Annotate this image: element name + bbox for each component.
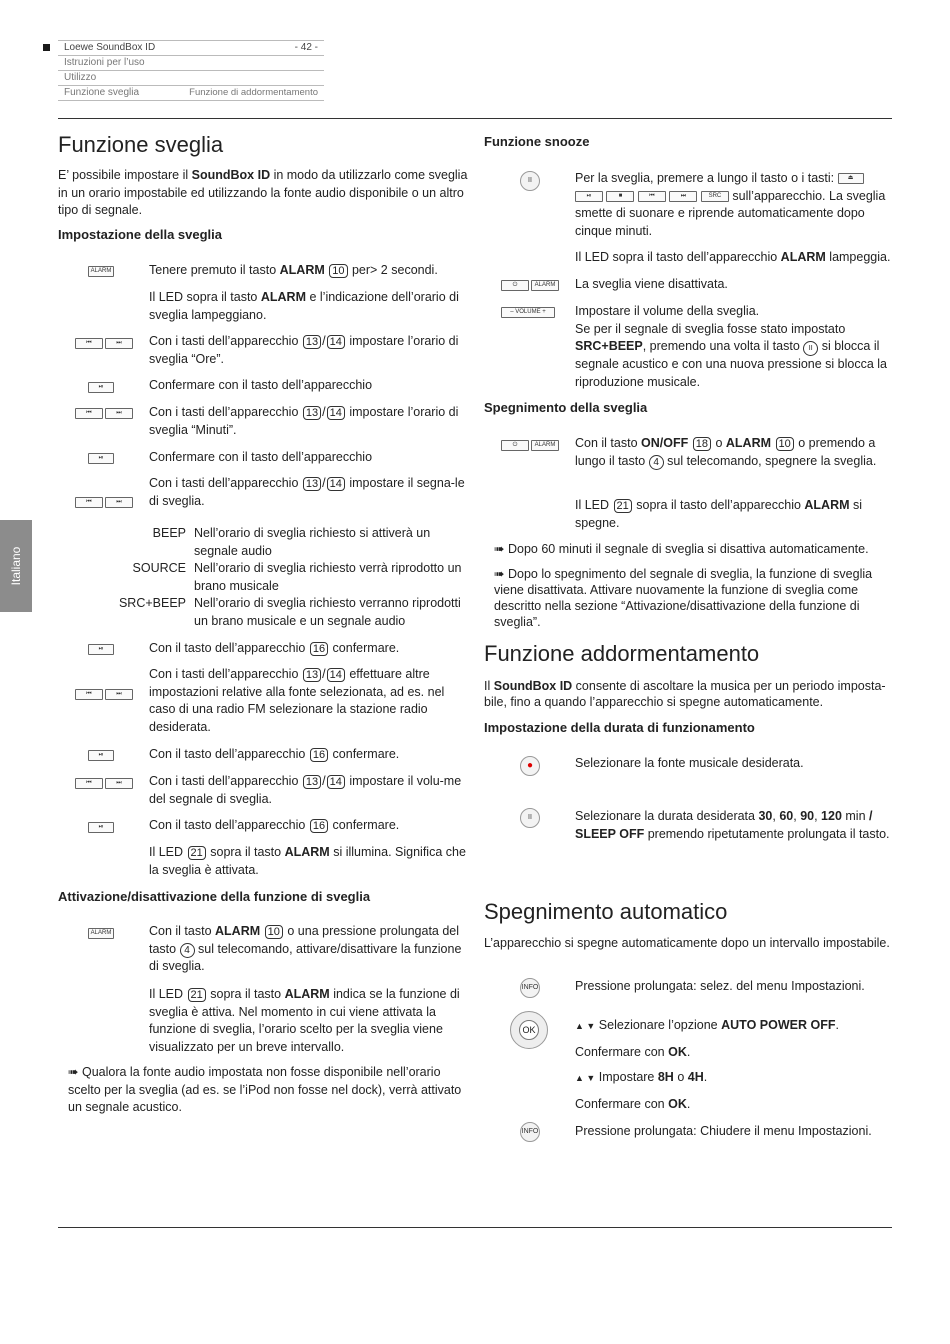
option-key: SRC+BEEP xyxy=(118,596,186,610)
play-key-icon: ⏯ xyxy=(575,191,603,202)
arrow-icon: ➠ xyxy=(494,567,505,581)
alarm-key-icon: ALARM xyxy=(88,928,114,939)
alarm-key-icon: ALARM xyxy=(531,280,559,291)
step-text: Il LED 21 sopra il tasto ALARM si illumina. Significa che la sveglia è attivata. xyxy=(149,845,466,877)
next-key-icon: ⏭ xyxy=(105,408,133,419)
step-text: ▲ ▼ Selezionare l’opzione AUTO POWER OFF. xyxy=(575,1018,839,1032)
prev-key-icon: ⏮ xyxy=(75,778,103,789)
step-text: Con il tasto dell’apparecchio 16 confermare. xyxy=(149,641,400,655)
up-down-arrow-icon: ▲ ▼ xyxy=(575,1021,596,1031)
header-product: Loewe SoundBox ID xyxy=(64,42,156,53)
step-text: Il LED sopra il tasto ALARM e l’indicazione dell’orario di sveglia lampeggiano. xyxy=(149,290,459,322)
step-text: Il LED 21 sopra il tasto ALARM indica se la funzione di sveglia è attiva. Nel momento in cui viene attivata la funzione di sveglia, l’orario scelto per la sveglia viene visualizzato per un breve intervallo. xyxy=(149,987,460,1054)
ok-navigation-icon xyxy=(510,1011,548,1049)
step-text: Con il tasto dell’apparecchio 16 confermare. xyxy=(149,818,400,832)
intro-text: Il SoundBox ID consente di ascoltare la musica per un periodo imposta-bile, fino a quando l’apparecchio si spegne automaticamente. xyxy=(484,679,886,709)
pause-button-icon: II xyxy=(520,171,540,191)
header-row xyxy=(58,40,324,55)
volume-key-icon: – VOLUME + xyxy=(501,307,555,318)
next-key-icon: ⏭ xyxy=(105,497,133,508)
section-title: Funzione sveglia xyxy=(58,132,224,157)
prev-key-icon: ⏮ xyxy=(638,191,666,202)
step-text: La sveglia viene disattivata. xyxy=(575,277,728,291)
step-text: Con il tasto ALARM 10 o una pressione prolungata del tasto 4 sul telecomando, attivare/disattivare la funzione di sveglia. xyxy=(149,924,462,973)
option-desc: Nell’orario di sveglia richiesto si attiverà un segnale audio xyxy=(194,526,431,558)
next-key-icon: ⏭ xyxy=(105,338,133,349)
bottom-rule xyxy=(58,1227,892,1228)
next-key-icon: ⏭ xyxy=(669,191,697,202)
option-desc: Nell’orario di sveglia richiesto verranno riprodotti un brano musicale e un segnale audio xyxy=(194,596,461,628)
language-tab[interactable] xyxy=(0,520,32,612)
step-text: Tenere premuto il tasto ALARM 10 per> 2 secondi. xyxy=(149,263,438,277)
top-rule xyxy=(58,118,892,119)
play-key-icon: ⏯ xyxy=(88,382,114,393)
header-row xyxy=(58,85,324,101)
prev-key-icon: ⏮ xyxy=(75,408,103,419)
step-text: Con i tasti dell’apparecchio 13 / 14 impostare il volu-me del segnale di sveglia. xyxy=(149,774,462,806)
subheading: Spegnimento della sveglia xyxy=(484,400,648,415)
header-subsection: Funzione di addormentamento xyxy=(189,87,318,98)
next-key-icon: ⏭ xyxy=(105,778,133,789)
src-key-icon: SRC xyxy=(701,191,729,202)
power-key-icon: ⏻ xyxy=(501,280,529,291)
header-bullet xyxy=(43,44,50,51)
header-row xyxy=(58,55,324,70)
arrow-icon: ➠ xyxy=(494,542,505,556)
next-key-icon: ⏭ xyxy=(105,689,133,700)
intro-text: E’ possibile impostare il SoundBox ID in modo da utilizzarlo come sveglia in un orario impostabile ed utilizzando la fonte audio disponibile o un altro tipo di segnale. xyxy=(58,168,468,217)
step-text: Confermare con OK. xyxy=(575,1045,691,1059)
ok-label: OK xyxy=(519,1020,539,1040)
power-key-icon: ⏻ xyxy=(501,440,529,451)
intro-text: L’apparecchio si spegne automaticamente dopo un intervallo impostabile. xyxy=(484,936,890,950)
stop-key-icon: ■ xyxy=(606,191,634,202)
record-button-icon: ● xyxy=(520,756,540,776)
pause-button-icon: II xyxy=(520,808,540,828)
step-text: Con i tasti dell’apparecchio 13 / 14 impostare il segna-le di sveglia. xyxy=(149,476,465,508)
step-text: Con i tasti dell’apparecchio 13 / 14 effettuare altre impostazioni relative alla fonte selezionata, ad es. nel caso di una radio FM selezionare la stazione radio desiderata. xyxy=(149,667,445,734)
note-body: Qualora la fonte audio impostata non fosse disponibile nell’orario scelto per la sveglia (ad es. se l’iPod non fosse nel dock), verrà attivato un segnale acustico. xyxy=(68,1065,462,1114)
alarm-key-icon: ALARM xyxy=(531,440,559,451)
page-number: - 42 - xyxy=(294,42,318,53)
play-key-icon: ⏯ xyxy=(88,822,114,833)
subheading: Impostazione della sveglia xyxy=(58,227,222,242)
step-text: Il LED 21 sopra il tasto dell’apparecchio ALARM si spegne. xyxy=(575,498,863,530)
prev-key-icon: ⏮ xyxy=(75,338,103,349)
step-text: Con il tasto ON/OFF 18 o ALARM 10 o premendo a lungo il tasto 4 sul telecomando, spegnere la sveglia. xyxy=(575,436,877,468)
header-manual: Istruzioni per l’uso xyxy=(64,57,145,68)
note-text xyxy=(494,566,894,630)
step-text: ▲ ▼ Impostare 8H o 4H. xyxy=(575,1070,708,1084)
section-title: Funzione addormentamento xyxy=(484,641,760,666)
step-text: Con il tasto dell’apparecchio 16 confermare. xyxy=(149,747,400,761)
play-key-icon: ⏯ xyxy=(88,453,114,464)
page-header xyxy=(58,40,324,101)
step-text: Con i tasti dell’apparecchio 13 / 14 impostare l’orario di sveglia “Minuti”. xyxy=(149,405,459,437)
header-section: Funzione sveglia xyxy=(64,87,140,98)
subheading: Funzione snooze xyxy=(484,134,590,149)
subheading: Attivazione/disattivazione della funzione di sveglia xyxy=(58,889,371,904)
step-text: Con i tasti dell’apparecchio 13 / 14 impostare l’orario di sveglia “Ore”. xyxy=(149,334,459,366)
step-text: Confermare con il tasto dell’apparecchio xyxy=(149,450,373,464)
section-title: Spegnimento automatico xyxy=(484,899,728,924)
play-key-icon: ⏯ xyxy=(88,750,114,761)
note-body: Dopo 60 minuti il segnale di sveglia si disattiva automaticamente. xyxy=(507,542,869,556)
option-key: SOURCE xyxy=(132,561,186,575)
arrow-icon: ➠ xyxy=(68,1065,79,1079)
step-text: Pressione prolungata: Chiudere il menu Impostazioni. xyxy=(575,1124,872,1138)
option-key: BEEP xyxy=(152,526,186,540)
prev-key-icon: ⏮ xyxy=(75,497,103,508)
info-button-icon: INFO xyxy=(520,978,540,998)
step-text: Confermare con OK. xyxy=(575,1097,691,1111)
note-body: Dopo lo spegnimento del segnale di sveglia, la funzione di sveglia viene disattivata. Attivare nuovamente la funzione di sveglia come descritto nella sezione “Attivazione/disattivazione della funzione di sveglia”. xyxy=(494,567,873,629)
header-chapter: Utilizzo xyxy=(64,72,97,83)
step-text: Pressione prolungata: selez. del menu Impostazioni. xyxy=(575,979,865,993)
subheading: Impostazione della durata di funzionamento xyxy=(484,720,755,735)
step-text: Selezionare la fonte musicale desiderata. xyxy=(575,756,804,770)
step-text: Il LED sopra il tasto dell’apparecchio ALARM lampeggia. xyxy=(575,250,891,264)
info-button-icon: INFO xyxy=(520,1122,540,1142)
alarm-key-icon: ALARM xyxy=(88,266,114,277)
option-desc: Nell’orario di sveglia richiesto verrà riprodotto un brano musicale xyxy=(194,561,462,593)
note-text xyxy=(68,1064,468,1117)
step-text: Selezionare la durata desiderata 30, 60, 90, 120 min / SLEEP OFF premendo ripetutamente prolungata il tasto. xyxy=(575,809,890,841)
step-text: Per la sveglia, premere a lungo il tasto o i tasti: ⏏ ⏯ ■ ⏮ ⏭ SRC sull’apparecchio. La sveglia smette di suonare e riprende automaticamente dopo cinque minuti. xyxy=(575,171,886,238)
step-text: Impostare il volume della sveglia. Se per il segnale di sveglia fosse stato impostato SRC+BEEP, premendo una volta il tasto II si blocca il segnale acustico e con una nuova pressione si blocca la riproduzione musicale. xyxy=(575,304,888,389)
note-text xyxy=(494,541,894,559)
play-key-icon: ⏯ xyxy=(88,644,114,655)
step-text: Confermare con il tasto dell’apparecchio xyxy=(149,378,373,392)
up-down-arrow-icon: ▲ ▼ xyxy=(575,1073,596,1083)
prev-key-icon: ⏮ xyxy=(75,689,103,700)
header-row xyxy=(58,70,324,85)
eject-key-icon: ⏏ xyxy=(838,173,864,184)
language-label: Italiano xyxy=(9,546,23,586)
